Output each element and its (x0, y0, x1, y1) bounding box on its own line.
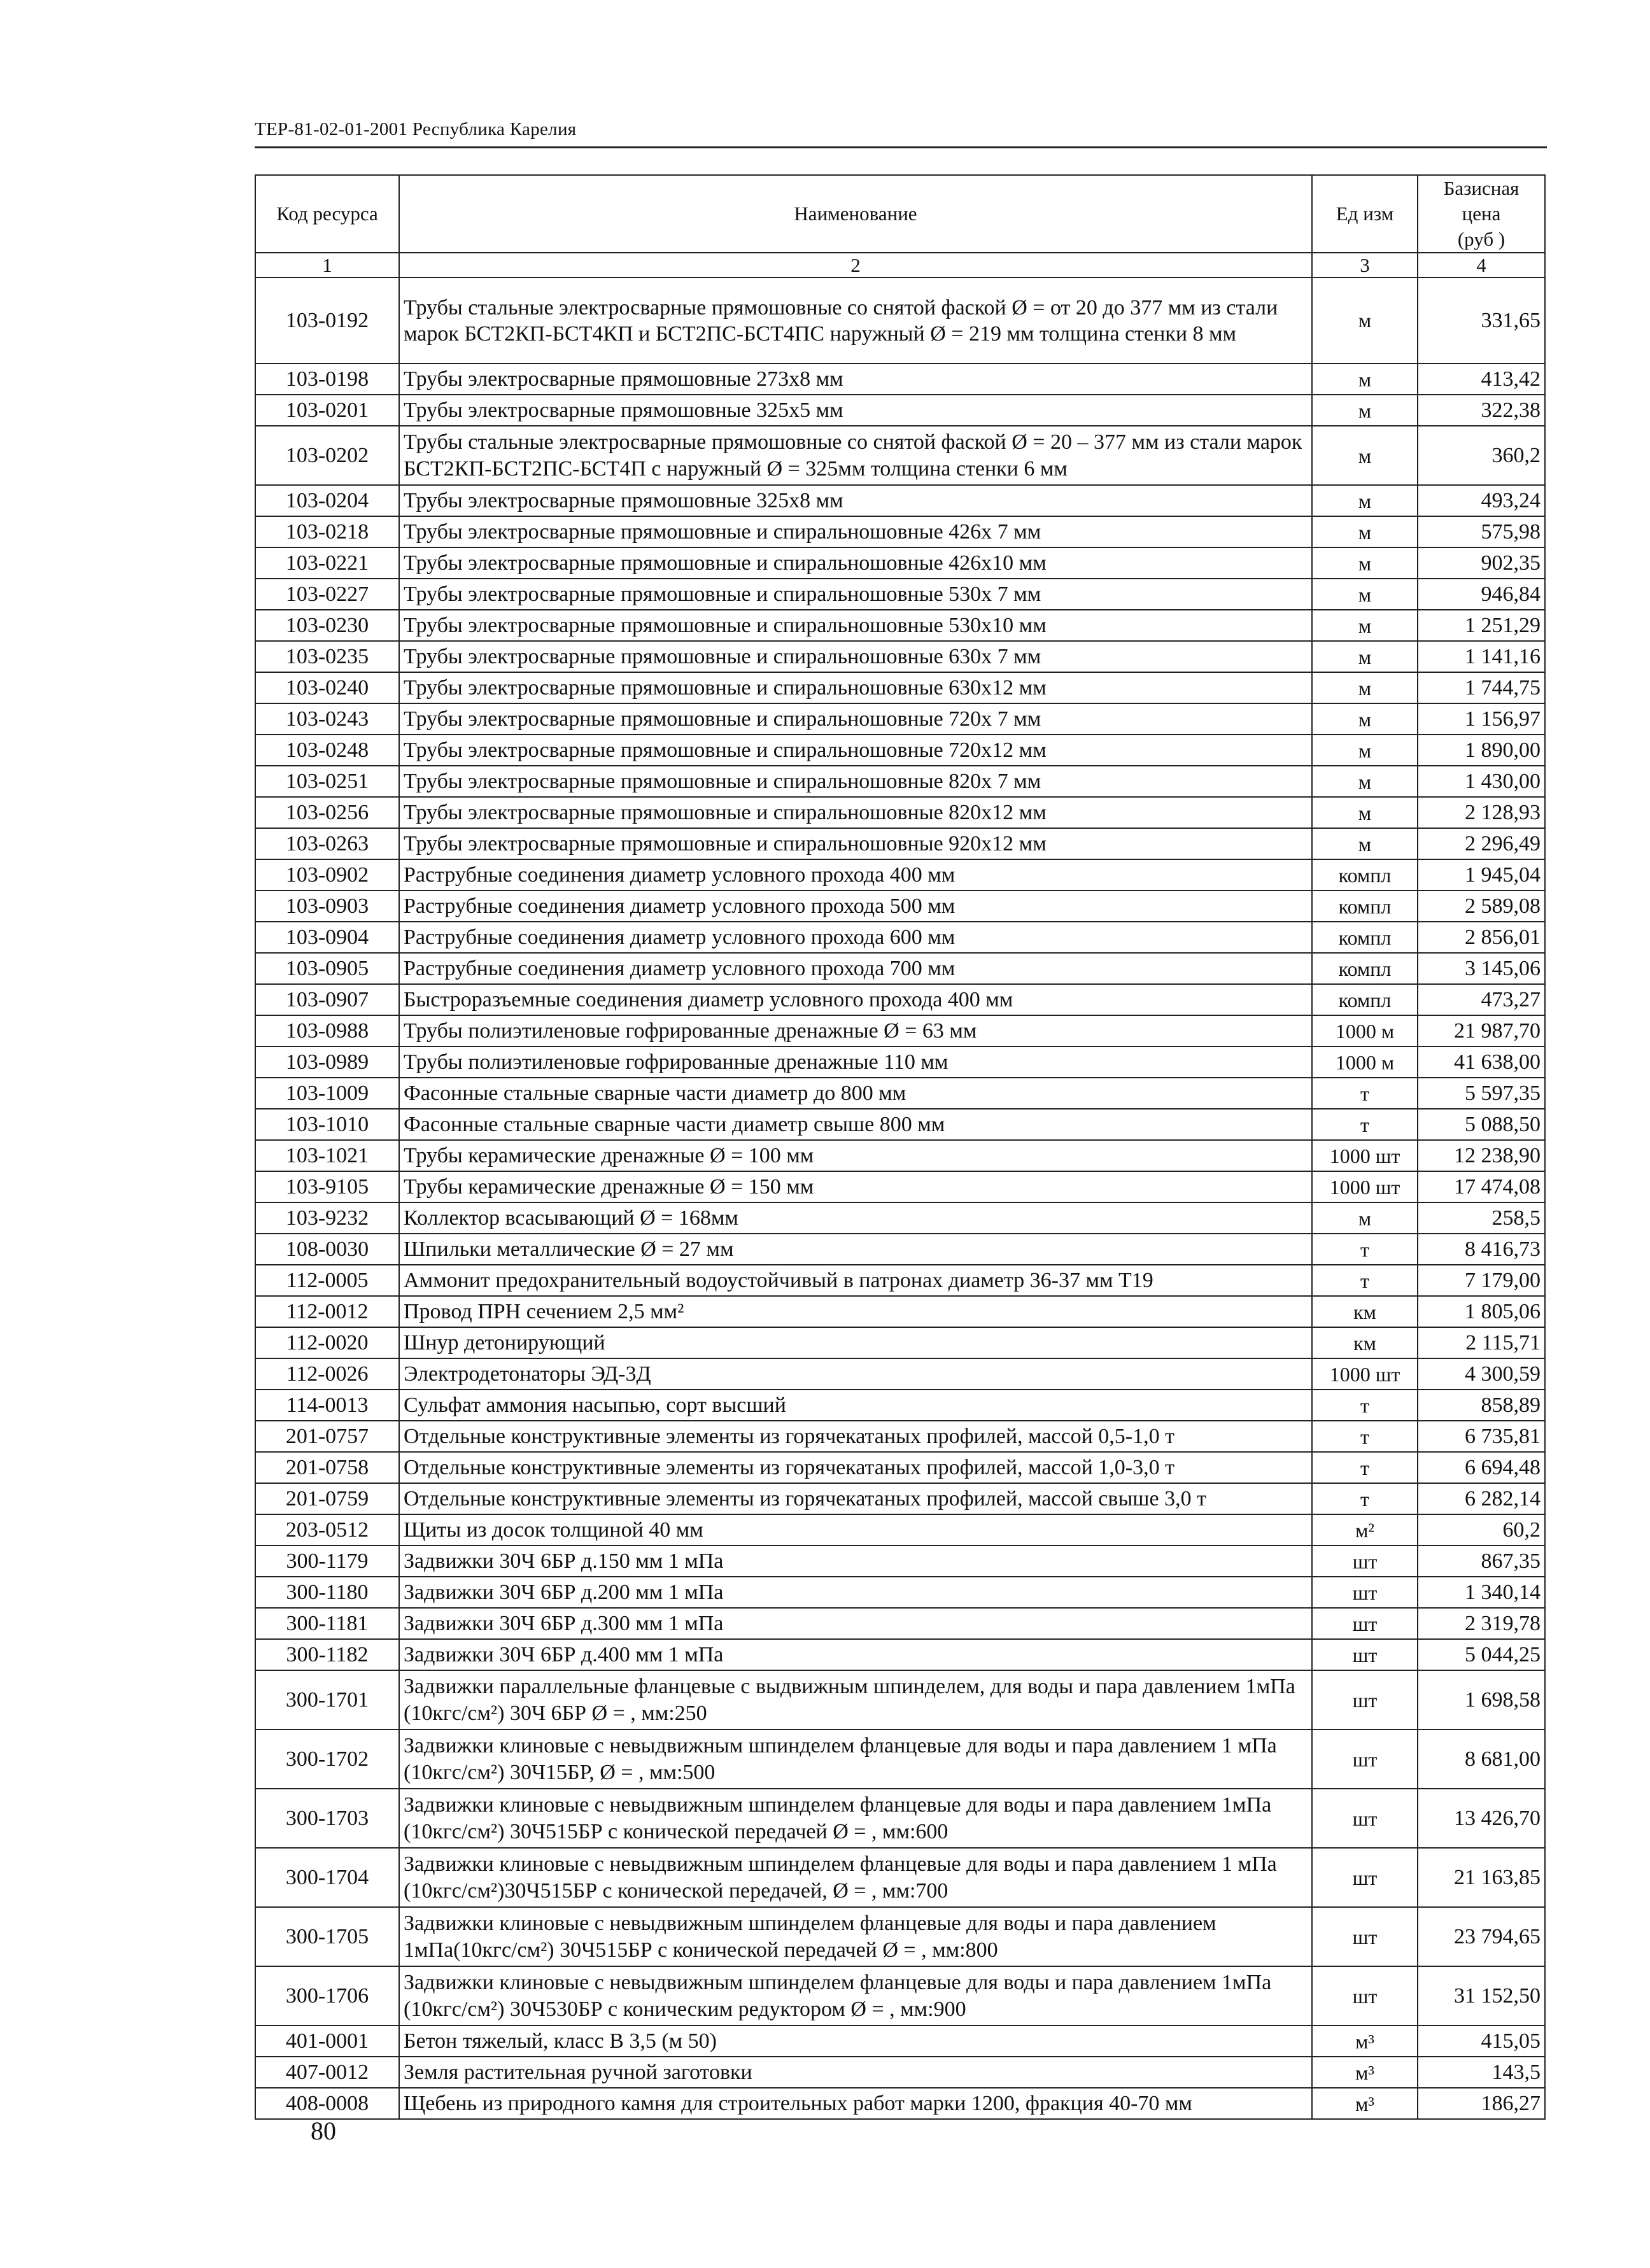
base-price: 493,24 (1418, 485, 1545, 516)
table-row (255, 1390, 1545, 1421)
base-price: 858,89 (1418, 1390, 1545, 1421)
base-price: 867,35 (1418, 1546, 1545, 1577)
resource-name: Сульфат аммония насыпью, сорт высший (399, 1390, 1312, 1421)
base-price: 13 426,70 (1418, 1789, 1545, 1848)
unit-of-measure: шт (1312, 1546, 1418, 1577)
unit-of-measure: шт (1312, 1907, 1418, 1966)
base-price: 5 088,50 (1418, 1109, 1545, 1140)
table-row (255, 1171, 1545, 1202)
base-price: 21 987,70 (1418, 1015, 1545, 1046)
resource-name: Задвижки 30Ч 6БР д.400 мм 1 мПа (399, 1639, 1312, 1670)
resource-code: 300-1182 (255, 1639, 399, 1670)
resource-name: Трубы электросварные прямошовные и спиральношовные 630x12 мм (399, 672, 1312, 703)
base-price: 2 115,71 (1418, 1327, 1545, 1358)
resource-name: Земля растительная ручной заготовки (399, 2057, 1312, 2088)
resource-name: Трубы электросварные прямошовные и спиральношовные 720x12 мм (399, 735, 1312, 766)
base-price: 1 156,97 (1418, 703, 1545, 735)
resource-name: Задвижки клиновые с невыдвижным шпинделем фланцевые для воды и пара давлением 1мПа (10кгс/см²) 30Ч530БР с коническим редуктором Ø = , мм:900 (399, 1966, 1312, 2025)
resource-name: Трубы электросварные прямошовные 325x8 мм (399, 485, 1312, 516)
table-row (255, 516, 1545, 547)
unit-of-measure: м (1312, 672, 1418, 703)
table-row (255, 1966, 1545, 2025)
base-price: 186,27 (1418, 2088, 1545, 2119)
unit-of-measure: компл (1312, 953, 1418, 984)
resource-name: Шпильки металлические Ø = 27 мм (399, 1234, 1312, 1265)
resource-code: 103-0235 (255, 641, 399, 672)
column-number: 4 (1418, 253, 1545, 278)
resource-name: Трубы электросварные прямошовные 325x5 мм (399, 395, 1312, 426)
table-row (255, 610, 1545, 641)
resource-name: Шнур детонирующий (399, 1327, 1312, 1358)
base-price: 1 744,75 (1418, 672, 1545, 703)
resource-code: 103-0192 (255, 278, 399, 363)
resource-code: 103-0263 (255, 828, 399, 859)
resource-name: Задвижки 30Ч 6БР д.300 мм 1 мПа (399, 1608, 1312, 1639)
resource-code: 408-0008 (255, 2088, 399, 2119)
resource-code: 300-1704 (255, 1848, 399, 1907)
table-row (255, 1639, 1545, 1670)
resource-name: Трубы полиэтиленовые гофрированные дренажные 110 мм (399, 1046, 1312, 1078)
table-row (255, 641, 1545, 672)
unit-of-measure: шт (1312, 1577, 1418, 1608)
base-price: 31 152,50 (1418, 1966, 1545, 2025)
resource-name: Трубы электросварные прямошовные и спиральношовные 630x 7 мм (399, 641, 1312, 672)
base-price: 2 589,08 (1418, 891, 1545, 922)
resource-code: 103-0221 (255, 547, 399, 579)
resource-name: Трубы электросварные прямошовные и спиральношовные 720x 7 мм (399, 703, 1312, 735)
resource-code: 112-0026 (255, 1358, 399, 1390)
table-row (255, 1202, 1545, 1234)
base-price: 23 794,65 (1418, 1907, 1545, 1966)
unit-of-measure: шт (1312, 1608, 1418, 1639)
resource-code: 112-0012 (255, 1296, 399, 1327)
unit-of-measure: компл (1312, 984, 1418, 1015)
unit-of-measure: м (1312, 766, 1418, 797)
table-row (255, 1327, 1545, 1358)
resource-code: 300-1702 (255, 1729, 399, 1789)
resource-name: Трубы электросварные прямошовные и спиральношовные 530x 7 мм (399, 579, 1312, 610)
base-price: 413,42 (1418, 363, 1545, 395)
resource-name: Фасонные стальные сварные части диаметр до 800 мм (399, 1078, 1312, 1109)
resource-code: 201-0759 (255, 1483, 399, 1514)
resource-name: Раструбные соединения диаметр условного прохода 700 мм (399, 953, 1312, 984)
resource-code: 103-0905 (255, 953, 399, 984)
base-price: 1 251,29 (1418, 610, 1545, 641)
base-price: 473,27 (1418, 984, 1545, 1015)
unit-of-measure: м (1312, 363, 1418, 395)
base-price: 5 597,35 (1418, 1078, 1545, 1109)
base-price: 2 856,01 (1418, 922, 1545, 953)
base-price: 7 179,00 (1418, 1265, 1545, 1296)
unit-of-measure: т (1312, 1265, 1418, 1296)
resource-code: 103-0251 (255, 766, 399, 797)
resource-name: Электродетонаторы ЭД-3Д (399, 1358, 1312, 1390)
unit-of-measure: м (1312, 641, 1418, 672)
unit-of-measure: т (1312, 1421, 1418, 1452)
table-row (255, 735, 1545, 766)
table-row (255, 2057, 1545, 2088)
resource-code: 108-0030 (255, 1234, 399, 1265)
unit-of-measure: шт (1312, 1789, 1418, 1848)
unit-of-measure: шт (1312, 1848, 1418, 1907)
resource-code: 103-0198 (255, 363, 399, 395)
base-price: 17 474,08 (1418, 1171, 1545, 1202)
resource-code: 103-0227 (255, 579, 399, 610)
resource-code: 103-9232 (255, 1202, 399, 1234)
table-row (255, 953, 1545, 984)
unit-of-measure: т (1312, 1109, 1418, 1140)
unit-of-measure: м (1312, 1202, 1418, 1234)
column-number: 2 (399, 253, 1312, 278)
resource-name: Трубы электросварные прямошовные и спиральношовные 530x10 мм (399, 610, 1312, 641)
unit-of-measure: м (1312, 797, 1418, 828)
resource-code: 112-0020 (255, 1327, 399, 1358)
resource-code: 103-1009 (255, 1078, 399, 1109)
table-row (255, 828, 1545, 859)
base-price: 8 681,00 (1418, 1729, 1545, 1789)
column-header-name: Наименование (399, 175, 1312, 253)
resource-code: 300-1703 (255, 1789, 399, 1848)
resource-name: Раструбные соединения диаметр условного прохода 400 мм (399, 859, 1312, 891)
resource-code: 300-1705 (255, 1907, 399, 1966)
resource-name: Отдельные конструктивные элементы из горячекатаных профилей, массой 1,0-3,0 т (399, 1452, 1312, 1483)
base-price: 6 735,81 (1418, 1421, 1545, 1452)
base-price: 2 319,78 (1418, 1608, 1545, 1639)
resource-price-table (255, 174, 1546, 2120)
table-row (255, 547, 1545, 579)
resource-code: 112-0005 (255, 1265, 399, 1296)
table-row (255, 984, 1545, 1015)
unit-of-measure: м (1312, 828, 1418, 859)
base-price: 1 141,16 (1418, 641, 1545, 672)
resource-name: Щиты из досок толщиной 40 мм (399, 1514, 1312, 1546)
table-row (255, 1015, 1545, 1046)
unit-of-measure: м (1312, 735, 1418, 766)
resource-name: Аммонит предохранительный водоустойчивый в патронах диаметр 36-37 мм Т19 (399, 1265, 1312, 1296)
resource-name: Задвижки клиновые с невыдвижным шпинделем фланцевые для воды и пара давлением 1 мПа (10кгс/см²)30Ч515БР с конической передачей, Ø = , мм:700 (399, 1848, 1312, 1907)
resource-code: 103-0204 (255, 485, 399, 516)
base-price: 1 805,06 (1418, 1296, 1545, 1327)
unit-of-measure: т (1312, 1078, 1418, 1109)
table-row (255, 1296, 1545, 1327)
resource-code: 103-0907 (255, 984, 399, 1015)
table-row (255, 2088, 1545, 2119)
base-price: 575,98 (1418, 516, 1545, 547)
table-row (255, 1109, 1545, 1140)
unit-of-measure: м (1312, 278, 1418, 363)
resource-code: 103-0230 (255, 610, 399, 641)
unit-of-measure: шт (1312, 1729, 1418, 1789)
unit-of-measure: шт (1312, 1966, 1418, 2025)
resource-code: 300-1701 (255, 1670, 399, 1729)
unit-of-measure: шт (1312, 1639, 1418, 1670)
unit-of-measure: м³ (1312, 2025, 1418, 2057)
table-row (255, 1789, 1545, 1848)
table-row (255, 426, 1545, 485)
table-row (255, 703, 1545, 735)
resource-name: Задвижки клиновые с невыдвижным шпинделем фланцевые для воды и пара давлением 1 мПа (10кгс/см²) 30Ч15БР, Ø = , мм:500 (399, 1729, 1312, 1789)
table-row (255, 1265, 1545, 1296)
table-row (255, 672, 1545, 703)
resource-name: Бетон тяжелый, класс В 3,5 (м 50) (399, 2025, 1312, 2057)
document-title: ТЕР-81-02-01-2001 Республика Карелия (255, 119, 577, 139)
table-row (255, 1358, 1545, 1390)
table-row (255, 766, 1545, 797)
unit-of-measure: м (1312, 485, 1418, 516)
resource-code: 103-0248 (255, 735, 399, 766)
table-row (255, 485, 1545, 516)
resource-name: Раструбные соединения диаметр условного прохода 500 мм (399, 891, 1312, 922)
column-header-unit: Ед изм (1312, 175, 1418, 253)
table-row (255, 278, 1545, 363)
base-price: 1 430,00 (1418, 766, 1545, 797)
table-row (255, 797, 1545, 828)
table-row (255, 1907, 1545, 1966)
unit-of-measure: км (1312, 1296, 1418, 1327)
resource-name: Провод ПРН сечением 2,5 мм² (399, 1296, 1312, 1327)
table-row (255, 1234, 1545, 1265)
unit-of-measure: шт (1312, 1670, 1418, 1729)
resource-name: Трубы керамические дренажные Ø = 100 мм (399, 1140, 1312, 1171)
resource-code: 103-9105 (255, 1171, 399, 1202)
table-row (255, 1078, 1545, 1109)
resource-code: 300-1706 (255, 1966, 399, 2025)
unit-of-measure: т (1312, 1390, 1418, 1421)
column-number-row (255, 253, 1545, 278)
unit-of-measure: м³ (1312, 2088, 1418, 2119)
resource-code: 103-0243 (255, 703, 399, 735)
resource-name: Раструбные соединения диаметр условного прохода 600 мм (399, 922, 1312, 953)
table-row (255, 1546, 1545, 1577)
resource-name: Щебень из природного камня для строительных работ марки 1200, фракция 40-70 мм (399, 2088, 1312, 2119)
unit-of-measure: м (1312, 547, 1418, 579)
resource-name: Задвижки клиновые с невыдвижным шпинделем фланцевые для воды и пара давлением 1мПа(10кгс/см²) 30Ч515БР с конической передачей Ø = , мм:800 (399, 1907, 1312, 1966)
resource-name: Трубы керамические дренажные Ø = 150 мм (399, 1171, 1312, 1202)
resource-code: 300-1179 (255, 1546, 399, 1577)
column-header-price (1418, 175, 1545, 253)
table-row (255, 1140, 1545, 1171)
base-price: 1 945,04 (1418, 859, 1545, 891)
column-number: 1 (255, 253, 399, 278)
unit-of-measure: т (1312, 1234, 1418, 1265)
table-row (255, 1046, 1545, 1078)
base-price: 4 300,59 (1418, 1358, 1545, 1390)
column-header-price-line2: (руб ) (1457, 228, 1505, 250)
base-price: 331,65 (1418, 278, 1545, 363)
resource-code: 201-0757 (255, 1421, 399, 1452)
resource-code: 103-0904 (255, 922, 399, 953)
resource-code: 103-0240 (255, 672, 399, 703)
base-price: 60,2 (1418, 1514, 1545, 1546)
column-header-price-line1: Базисная цена (1443, 177, 1520, 225)
resource-name: Трубы электросварные прямошовные и спиральношовные 920x12 мм (399, 828, 1312, 859)
base-price: 6 694,48 (1418, 1452, 1545, 1483)
table-row (255, 1421, 1545, 1452)
resource-code: 201-0758 (255, 1452, 399, 1483)
resource-name: Трубы электросварные прямошовные и спиральношовные 426x10 мм (399, 547, 1312, 579)
table-row (255, 1729, 1545, 1789)
unit-of-measure: км (1312, 1327, 1418, 1358)
resource-name: Трубы стальные электросварные прямошовные со снятой фаской Ø = 20 – 377 мм из стали марок БСТ2КП-БСТ2ПС-БСТ4П с наружный Ø = 325мм толщина стенки 6 мм (399, 426, 1312, 485)
base-price: 3 145,06 (1418, 953, 1545, 984)
resource-name: Трубы электросварные прямошовные и спиральношовные 820x12 мм (399, 797, 1312, 828)
table-row (255, 1514, 1545, 1546)
base-price: 2 296,49 (1418, 828, 1545, 859)
base-price: 258,5 (1418, 1202, 1545, 1234)
table-row (255, 1483, 1545, 1514)
resource-code: 103-1021 (255, 1140, 399, 1171)
unit-of-measure: м (1312, 703, 1418, 735)
table-header-row (255, 175, 1545, 253)
unit-of-measure: 1000 шт (1312, 1140, 1418, 1171)
column-header-code: Код ресурса (255, 175, 399, 253)
resource-code: 300-1180 (255, 1577, 399, 1608)
resource-code: 300-1181 (255, 1608, 399, 1639)
resource-code: 103-0989 (255, 1046, 399, 1078)
resource-code: 103-1010 (255, 1109, 399, 1140)
base-price: 143,5 (1418, 2057, 1545, 2088)
resource-name: Трубы стальные электросварные прямошовные со снятой фаской Ø = от 20 до 377 мм из стали марок БСТ2КП-БСТ4КП и БСТ2ПС-БСТ4ПС наружный Ø = 219 мм толщина стенки 8 мм (399, 278, 1312, 363)
unit-of-measure: м (1312, 516, 1418, 547)
unit-of-measure: компл (1312, 922, 1418, 953)
unit-of-measure: 1000 м (1312, 1046, 1418, 1078)
resource-name: Трубы электросварные прямошовные и спиральношовные 820x 7 мм (399, 766, 1312, 797)
base-price: 41 638,00 (1418, 1046, 1545, 1078)
base-price: 322,38 (1418, 395, 1545, 426)
resource-name: Трубы электросварные прямошовные и спиральношовные 426x 7 мм (399, 516, 1312, 547)
unit-of-measure: м (1312, 610, 1418, 641)
unit-of-measure: 1000 м (1312, 1015, 1418, 1046)
page-header (255, 112, 1547, 148)
unit-of-measure: м (1312, 426, 1418, 485)
resource-code: 203-0512 (255, 1514, 399, 1546)
table-row (255, 1670, 1545, 1729)
unit-of-measure: м³ (1312, 2057, 1418, 2088)
resource-name: Фасонные стальные сварные части диаметр свыше 800 мм (399, 1109, 1312, 1140)
resource-name: Задвижки 30Ч 6БР д.200 мм 1 мПа (399, 1577, 1312, 1608)
unit-of-measure: компл (1312, 859, 1418, 891)
unit-of-measure: 1000 шт (1312, 1171, 1418, 1202)
table-row (255, 395, 1545, 426)
unit-of-measure: м (1312, 579, 1418, 610)
resource-name: Задвижки 30Ч 6БР д.150 мм 1 мПа (399, 1546, 1312, 1577)
base-price: 902,35 (1418, 547, 1545, 579)
resource-name: Задвижки параллельные фланцевые с выдвижным шпинделем, для воды и пара давлением 1мПа (10кгс/см²) 30Ч 6БР Ø = , мм:250 (399, 1670, 1312, 1729)
unit-of-measure: т (1312, 1483, 1418, 1514)
base-price: 360,2 (1418, 426, 1545, 485)
resource-code: 103-0902 (255, 859, 399, 891)
resource-code: 407-0012 (255, 2057, 399, 2088)
base-price: 2 128,93 (1418, 797, 1545, 828)
resource-code: 401-0001 (255, 2025, 399, 2057)
table-body (255, 278, 1545, 2119)
resource-name: Быстроразъемные соединения диаметр условного прохода 400 мм (399, 984, 1312, 1015)
unit-of-measure: м² (1312, 1514, 1418, 1546)
resource-code: 103-0256 (255, 797, 399, 828)
base-price: 946,84 (1418, 579, 1545, 610)
resource-code: 103-0218 (255, 516, 399, 547)
resource-name: Отдельные конструктивные элементы из горячекатаных профилей, массой свыше 3,0 т (399, 1483, 1312, 1514)
table-row (255, 1577, 1545, 1608)
resource-name: Трубы полиэтиленовые гофрированные дренажные Ø = 63 мм (399, 1015, 1312, 1046)
base-price: 5 044,25 (1418, 1639, 1545, 1670)
base-price: 1 698,58 (1418, 1670, 1545, 1729)
page-number: 80 (311, 2117, 336, 2145)
base-price: 1 340,14 (1418, 1577, 1545, 1608)
resource-code: 114-0013 (255, 1390, 399, 1421)
table-row (255, 1608, 1545, 1639)
table-row (255, 579, 1545, 610)
table-row (255, 1452, 1545, 1483)
table-row (255, 363, 1545, 395)
table-row (255, 922, 1545, 953)
column-number: 3 (1312, 253, 1418, 278)
resource-name: Отдельные конструктивные элементы из горячекатаных профилей, массой 0,5-1,0 т (399, 1421, 1312, 1452)
table-row (255, 891, 1545, 922)
resource-name: Задвижки клиновые с невыдвижным шпинделем фланцевые для воды и пара давлением 1мПа (10кгс/см²) 30Ч515БР с конической передачей Ø = , мм:600 (399, 1789, 1312, 1848)
resource-code: 103-0988 (255, 1015, 399, 1046)
resource-code: 103-0201 (255, 395, 399, 426)
unit-of-measure: компл (1312, 891, 1418, 922)
base-price: 415,05 (1418, 2025, 1545, 2057)
base-price: 6 282,14 (1418, 1483, 1545, 1514)
resource-code: 103-0903 (255, 891, 399, 922)
unit-of-measure: т (1312, 1452, 1418, 1483)
table-row (255, 2025, 1545, 2057)
base-price: 1 890,00 (1418, 735, 1545, 766)
resource-code: 103-0202 (255, 426, 399, 485)
table-row (255, 859, 1545, 891)
base-price: 21 163,85 (1418, 1848, 1545, 1907)
base-price: 8 416,73 (1418, 1234, 1545, 1265)
unit-of-measure: 1000 шт (1312, 1358, 1418, 1390)
base-price: 12 238,90 (1418, 1140, 1545, 1171)
resource-name: Трубы электросварные прямошовные 273x8 мм (399, 363, 1312, 395)
unit-of-measure: м (1312, 395, 1418, 426)
resource-name: Коллектор всасывающий Ø = 168мм (399, 1202, 1312, 1234)
table-row (255, 1848, 1545, 1907)
